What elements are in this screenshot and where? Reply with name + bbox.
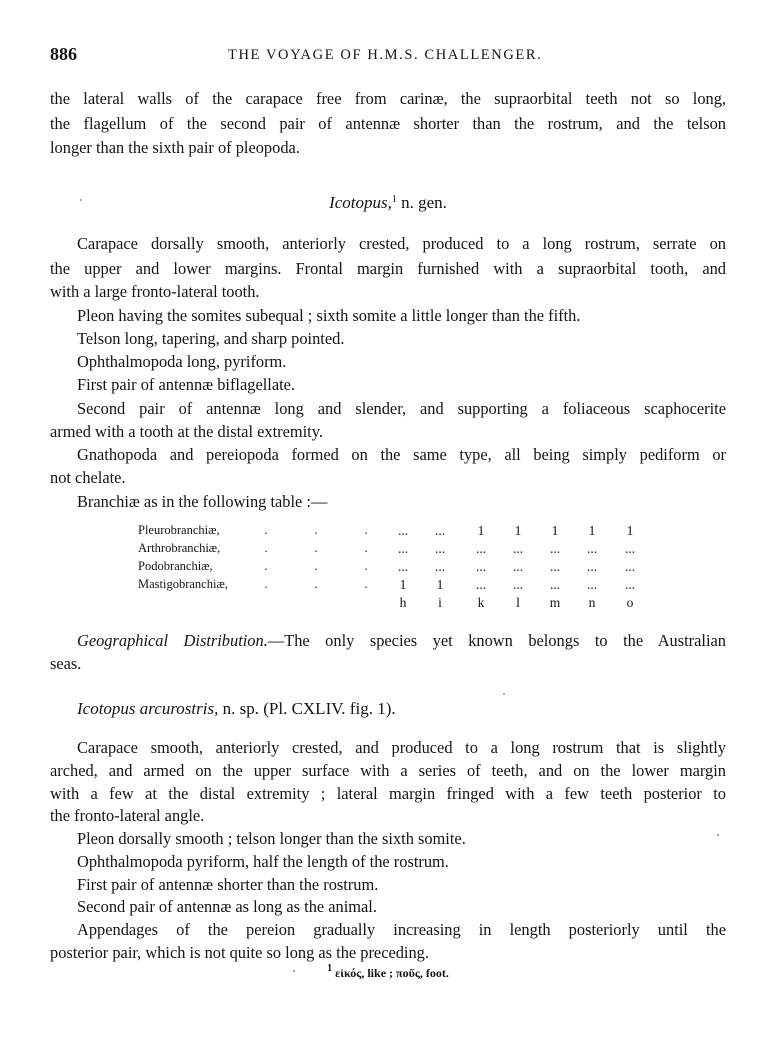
- column-letters-row: [138, 595, 658, 613]
- table-cell: ...: [434, 523, 446, 538]
- column-letter: o: [626, 595, 634, 610]
- table-row: [138, 577, 658, 595]
- leader-dot: .: [264, 577, 268, 591]
- intro-line: the flagellum of the second pair of antennæ shorter than the rostrum, and the telson: [50, 114, 726, 133]
- footnote-text: εἰκός, like ; ποῦς, foot.: [332, 966, 449, 980]
- scan-speck: [503, 693, 505, 695]
- species-first-antennae-line: First pair of antennæ shorter than the rostrum.: [77, 875, 379, 894]
- table-cell: ...: [397, 523, 409, 538]
- table-cell: ...: [434, 541, 446, 556]
- leader-dot: .: [364, 523, 368, 537]
- table-cell: 1: [436, 577, 444, 592]
- genus-second-antennae-line: armed with a tooth at the distal extremity.: [50, 422, 323, 441]
- species-second-antennae-line: Second pair of antennæ as long as the animal.: [77, 897, 377, 916]
- genus-gnathopoda-line: not chelate.: [50, 468, 126, 487]
- genus-telson-line: Telson long, tapering, and sharp pointed.: [77, 329, 345, 348]
- column-letter: h: [399, 595, 407, 610]
- table-cell: 1: [588, 523, 596, 538]
- species-suffix: n. sp. (Pl. CXLIV. fig. 1).: [218, 699, 396, 718]
- table-row: [138, 559, 658, 577]
- table-cell: ...: [549, 541, 561, 556]
- table-cell: ...: [586, 559, 598, 574]
- species-carapace-line: Carapace smooth, anteriorly crested, and produced to a long rostrum that is slightly: [77, 738, 726, 757]
- genus-second-antennae-line: Second pair of antennæ long and slender, and supporting a foliaceous scaphocerite: [77, 399, 726, 418]
- table-cell: ...: [549, 577, 561, 592]
- scan-speck: [293, 970, 295, 972]
- table-cell: ...: [434, 559, 446, 574]
- table-row: [138, 523, 658, 541]
- species-carapace-line: the fronto-lateral angle.: [50, 806, 205, 825]
- table-cell: ...: [586, 541, 598, 556]
- table-cell: ...: [512, 577, 524, 592]
- branchiae-intro-line: Branchiæ as in the following table :—: [77, 492, 328, 511]
- species-appendages-line: posterior pair, which is not quite so long as the preceding.: [50, 943, 429, 962]
- species-heading: [77, 698, 726, 720]
- intro-line: longer than the sixth pair of pleopoda.: [50, 138, 300, 157]
- footnote-ref: 1: [391, 194, 397, 205]
- table-cell: ...: [475, 541, 487, 556]
- table-cell: 1: [477, 523, 485, 538]
- genus-suffix: n. gen.: [396, 193, 447, 212]
- column-letter: n: [588, 595, 596, 610]
- species-carapace-line: with a few at the distal extremity ; lateral margin fringed with a few teeth posterior to: [50, 784, 726, 803]
- table-cell: ...: [475, 577, 487, 592]
- running-title: THE VOYAGE OF H.M.S. CHALLENGER.: [228, 47, 543, 63]
- column-letter: k: [477, 595, 485, 610]
- genus-carapace-line: with a large fronto-lateral tooth.: [50, 282, 260, 301]
- table-cell: 1: [551, 523, 559, 538]
- leader-dot: .: [364, 577, 368, 591]
- genus-pleon-line: Pleon having the somites subequal ; sixth somite a little longer than the fifth.: [77, 306, 581, 325]
- column-letter: i: [438, 595, 442, 610]
- table-cell: ...: [512, 541, 524, 556]
- leader-dot: .: [314, 523, 318, 537]
- genus-heading: [0, 193, 776, 213]
- genus-ophthalmopoda-line: Ophthalmopoda long, pyriform.: [77, 352, 287, 371]
- genus-gnathopoda-line: Gnathopoda and pereiopoda formed on the same type, all being simply pediform or: [77, 445, 726, 464]
- column-letter: m: [549, 595, 561, 610]
- footnote: [0, 963, 776, 981]
- table-cell: ...: [397, 541, 409, 556]
- table-cell: ...: [624, 577, 636, 592]
- distribution-line: [77, 630, 726, 652]
- scan-speck: [80, 199, 82, 201]
- species-carapace-line: arched, and armed on the upper surface with a series of teeth, and on the lower margin: [50, 761, 726, 780]
- species-ophthalmopoda-line: Ophthalmopoda pyriform, half the length of the rostrum.: [77, 852, 449, 871]
- row-label: Arthrobranchiæ,: [138, 541, 221, 555]
- species-appendages-line: Appendages of the pereion gradually increasing in length posteriorly until the: [77, 920, 726, 939]
- leader-dot: .: [314, 541, 318, 555]
- species-pleon-line: Pleon dorsally smooth ; telson longer than the sixth somite.: [77, 829, 466, 848]
- genus-carapace-line: Carapace dorsally smooth, anteriorly crested, produced to a long rostrum, serrate on: [77, 234, 726, 253]
- genus-carapace-line: the upper and lower margins. Frontal margin furnished with a supraorbital tooth, and: [50, 259, 726, 278]
- table-cell: 1: [399, 577, 407, 592]
- branchiae-table: [138, 523, 658, 613]
- row-label: Mastigobranchiæ,: [138, 577, 228, 591]
- leader-dot: .: [364, 541, 368, 555]
- column-letter: l: [516, 595, 520, 610]
- distribution-text: —The only species yet known belongs to the Australian: [267, 631, 726, 650]
- table-cell: ...: [624, 541, 636, 556]
- table-cell: ...: [512, 559, 524, 574]
- row-label: Podobranchiæ,: [138, 559, 213, 573]
- leader-dot: .: [264, 523, 268, 537]
- footnote-marker: 1: [327, 963, 333, 974]
- leader-dot: .: [264, 541, 268, 555]
- table-cell: ...: [624, 559, 636, 574]
- table-row: [138, 541, 658, 559]
- genus-name: Icotopus,: [329, 193, 392, 212]
- genus-first-antennae-line: First pair of antennæ biflagellate.: [77, 375, 296, 394]
- table-cell: ...: [586, 577, 598, 592]
- table-cell: 1: [514, 523, 522, 538]
- table-cell: 1: [626, 523, 634, 538]
- leader-dot: .: [314, 577, 318, 591]
- row-label: Pleurobranchiæ,: [138, 523, 220, 537]
- running-header: [48, 44, 728, 68]
- distribution-label: Geographical Distribution.: [77, 631, 268, 650]
- leader-dot: .: [314, 559, 318, 573]
- leader-dot: .: [364, 559, 368, 573]
- intro-line: the lateral walls of the carapace free from carinæ, the supraorbital teeth not so long,: [50, 89, 726, 108]
- table-cell: ...: [475, 559, 487, 574]
- leader-dot: .: [264, 559, 268, 573]
- distribution-continuation: seas.: [50, 654, 82, 673]
- table-cell: ...: [549, 559, 561, 574]
- table-cell: ...: [397, 559, 409, 574]
- species-name: Icotopus arcurostris,: [77, 699, 219, 718]
- page-number: 886: [50, 44, 77, 64]
- scan-speck: [717, 834, 719, 836]
